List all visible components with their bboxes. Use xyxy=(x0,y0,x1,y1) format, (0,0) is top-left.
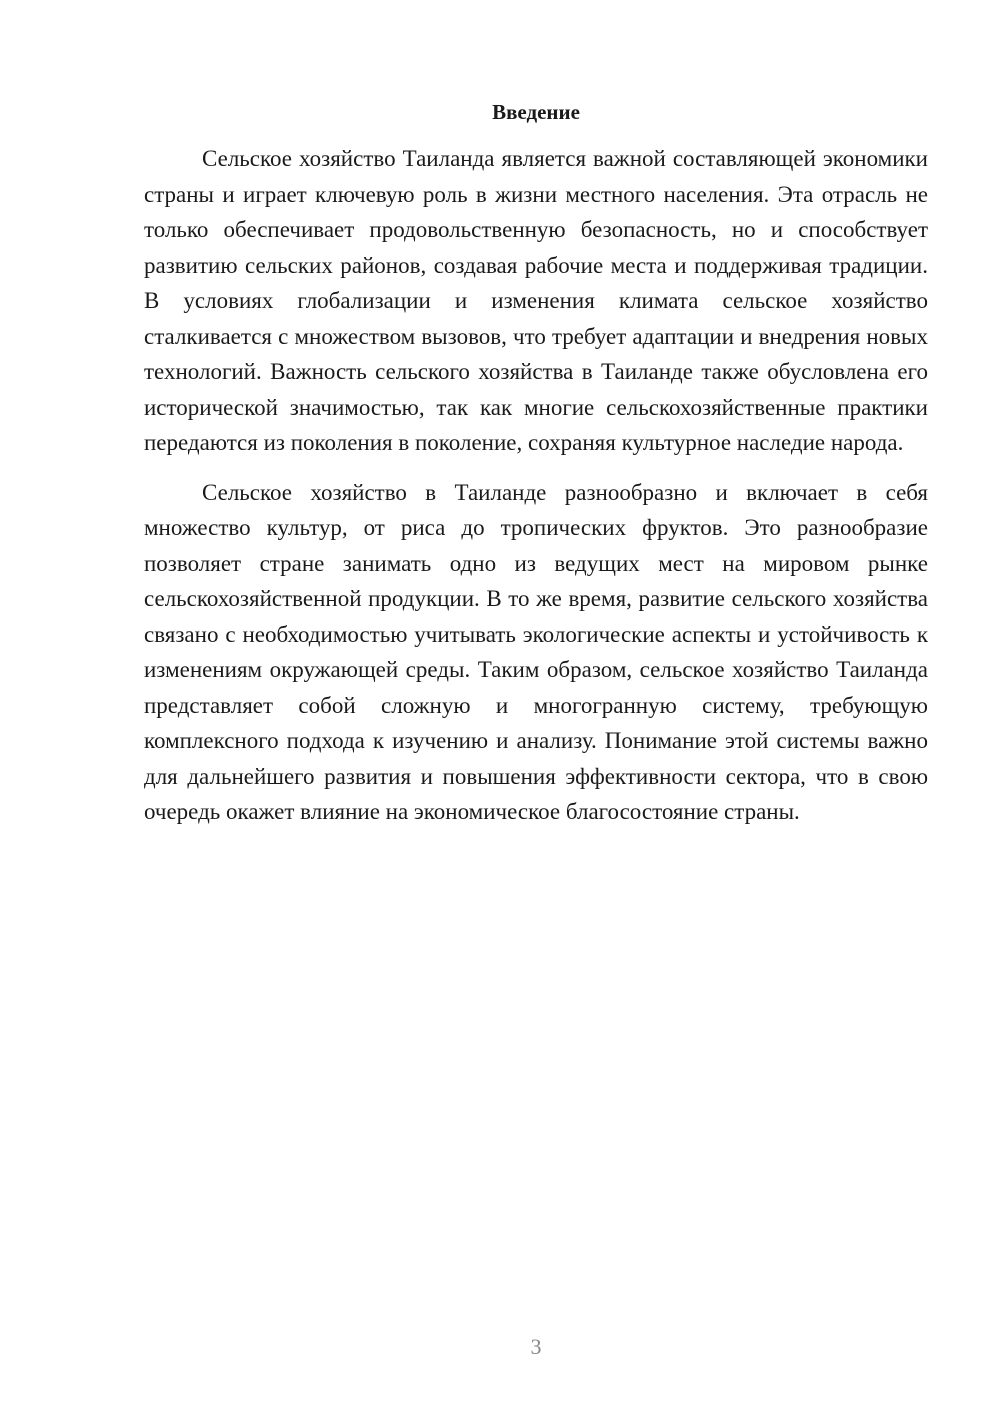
document-body xyxy=(144,141,928,844)
page-number: 3 xyxy=(530,1334,542,1359)
section-title: Введение xyxy=(492,100,580,124)
paragraph-2: Сельское хозяйство в Таиланде разнообразно и включает в себя множество культур, от риса до тропических фруктов. Это разнообразие позволяет стране занимать одно из ведущих мест на мировом рынке сельскохозяйственной продукции. В то же время, развитие сельского хозяйства связано с необходимостью учитывать экологические аспекты и устойчивость к изменениям окружающей среды. Таким образом, сельское хозяйство Таиланда представляет собой сложную и многогранную систему, требующую комплексного подхода к изучению и анализу. Понимание этой системы важно для дальнейшего развития и повышения эффективности сектора, что в свою очередь окажет влияние на экономическое благосостояние страны. xyxy=(144,479,928,824)
paragraph-1: Сельское хозяйство Таиланда является важной составляющей экономики страны и играет ключевую роль в жизни местного населения. Эта отрасль не только обеспечивает продовольственную безопасность, но и способствует развитию сельских районов, создавая рабочие места и поддерживая традиции. В условиях глобализации и изменения климата сельское хозяйство сталкивается с множеством вызовов, что требует адаптации и внедрения новых технологий. Важность сельского хозяйства в Таиланде также обусловлена его исторической значимостью, так как многие сельскохозяйственные практики передаются из поколения в поколение, сохраняя культурное наследие народа. xyxy=(144,146,928,455)
